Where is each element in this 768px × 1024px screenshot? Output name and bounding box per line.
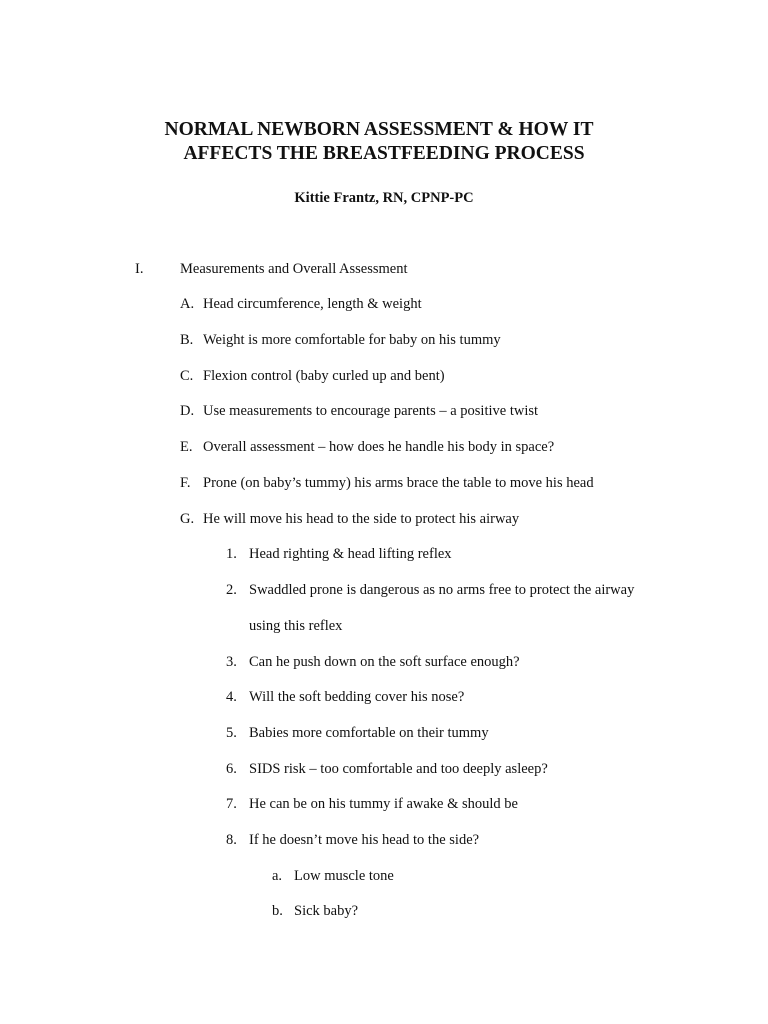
subsubitem-text: Low muscle tone bbox=[294, 868, 394, 884]
document-title-line1: NORMAL NEWBORN ASSESSMENT & HOW IT bbox=[164, 119, 594, 140]
item-text: Weight is more comfortable for baby on his tummy bbox=[203, 332, 501, 348]
subitem-marker: 4. bbox=[226, 689, 237, 705]
subitem-text: Will the soft bedding cover his nose? bbox=[249, 689, 465, 705]
item-text: He will move his head to the side to protect his airway bbox=[203, 511, 520, 527]
item-marker: E. bbox=[180, 439, 193, 455]
subsubitem-marker: a. bbox=[272, 868, 283, 884]
item-marker: C. bbox=[180, 368, 194, 384]
section-heading: Measurements and Overall Assessment bbox=[180, 261, 408, 277]
subsubitem-text: Sick baby? bbox=[294, 903, 359, 919]
subitem-text: If he doesn’t move his head to the side? bbox=[249, 832, 480, 848]
subitem-text: Swaddled prone is dangerous as no arms free to protect the airway bbox=[249, 582, 635, 598]
item-marker: G. bbox=[180, 511, 195, 527]
subitem-continuation: using this reflex bbox=[249, 618, 343, 634]
subitem-marker: 1. bbox=[226, 546, 237, 562]
subitem-marker: 2. bbox=[226, 582, 237, 598]
item-text: Overall assessment – how does he handle his body in space? bbox=[203, 439, 555, 455]
subitem-marker: 3. bbox=[226, 654, 237, 670]
subitem-text: He can be on his tummy if awake & should be bbox=[249, 796, 518, 812]
subitem-marker: 8. bbox=[226, 832, 237, 848]
item-marker: A. bbox=[180, 296, 195, 312]
section-marker: I. bbox=[135, 261, 144, 277]
item-marker: D. bbox=[180, 403, 195, 419]
subitem-marker: 6. bbox=[226, 761, 237, 777]
subitem-text: Babies more comfortable on their tummy bbox=[249, 725, 489, 741]
item-text: Prone (on baby’s tummy) his arms brace the table to move his head bbox=[203, 475, 594, 491]
subitem-text: SIDS risk – too comfortable and too deeply asleep? bbox=[249, 761, 548, 777]
item-text: Flexion control (baby curled up and bent) bbox=[203, 368, 445, 384]
item-text: Use measurements to encourage parents – a positive twist bbox=[203, 403, 539, 419]
subitem-text: Can he push down on the soft surface enough? bbox=[249, 654, 520, 670]
author-byline: Kittie Frantz, RN, CPNP-PC bbox=[294, 190, 474, 206]
item-marker: F. bbox=[180, 475, 191, 491]
document-title-line2: AFFECTS THE BREASTFEEDING PROCESS bbox=[183, 143, 585, 164]
subitem-marker: 7. bbox=[226, 796, 237, 812]
item-marker: B. bbox=[180, 332, 194, 348]
subsubitem-marker: b. bbox=[272, 903, 283, 919]
item-text: Head circumference, length & weight bbox=[203, 296, 422, 312]
subitem-text: Head righting & head lifting reflex bbox=[249, 546, 452, 562]
subitem-marker: 5. bbox=[226, 725, 237, 741]
